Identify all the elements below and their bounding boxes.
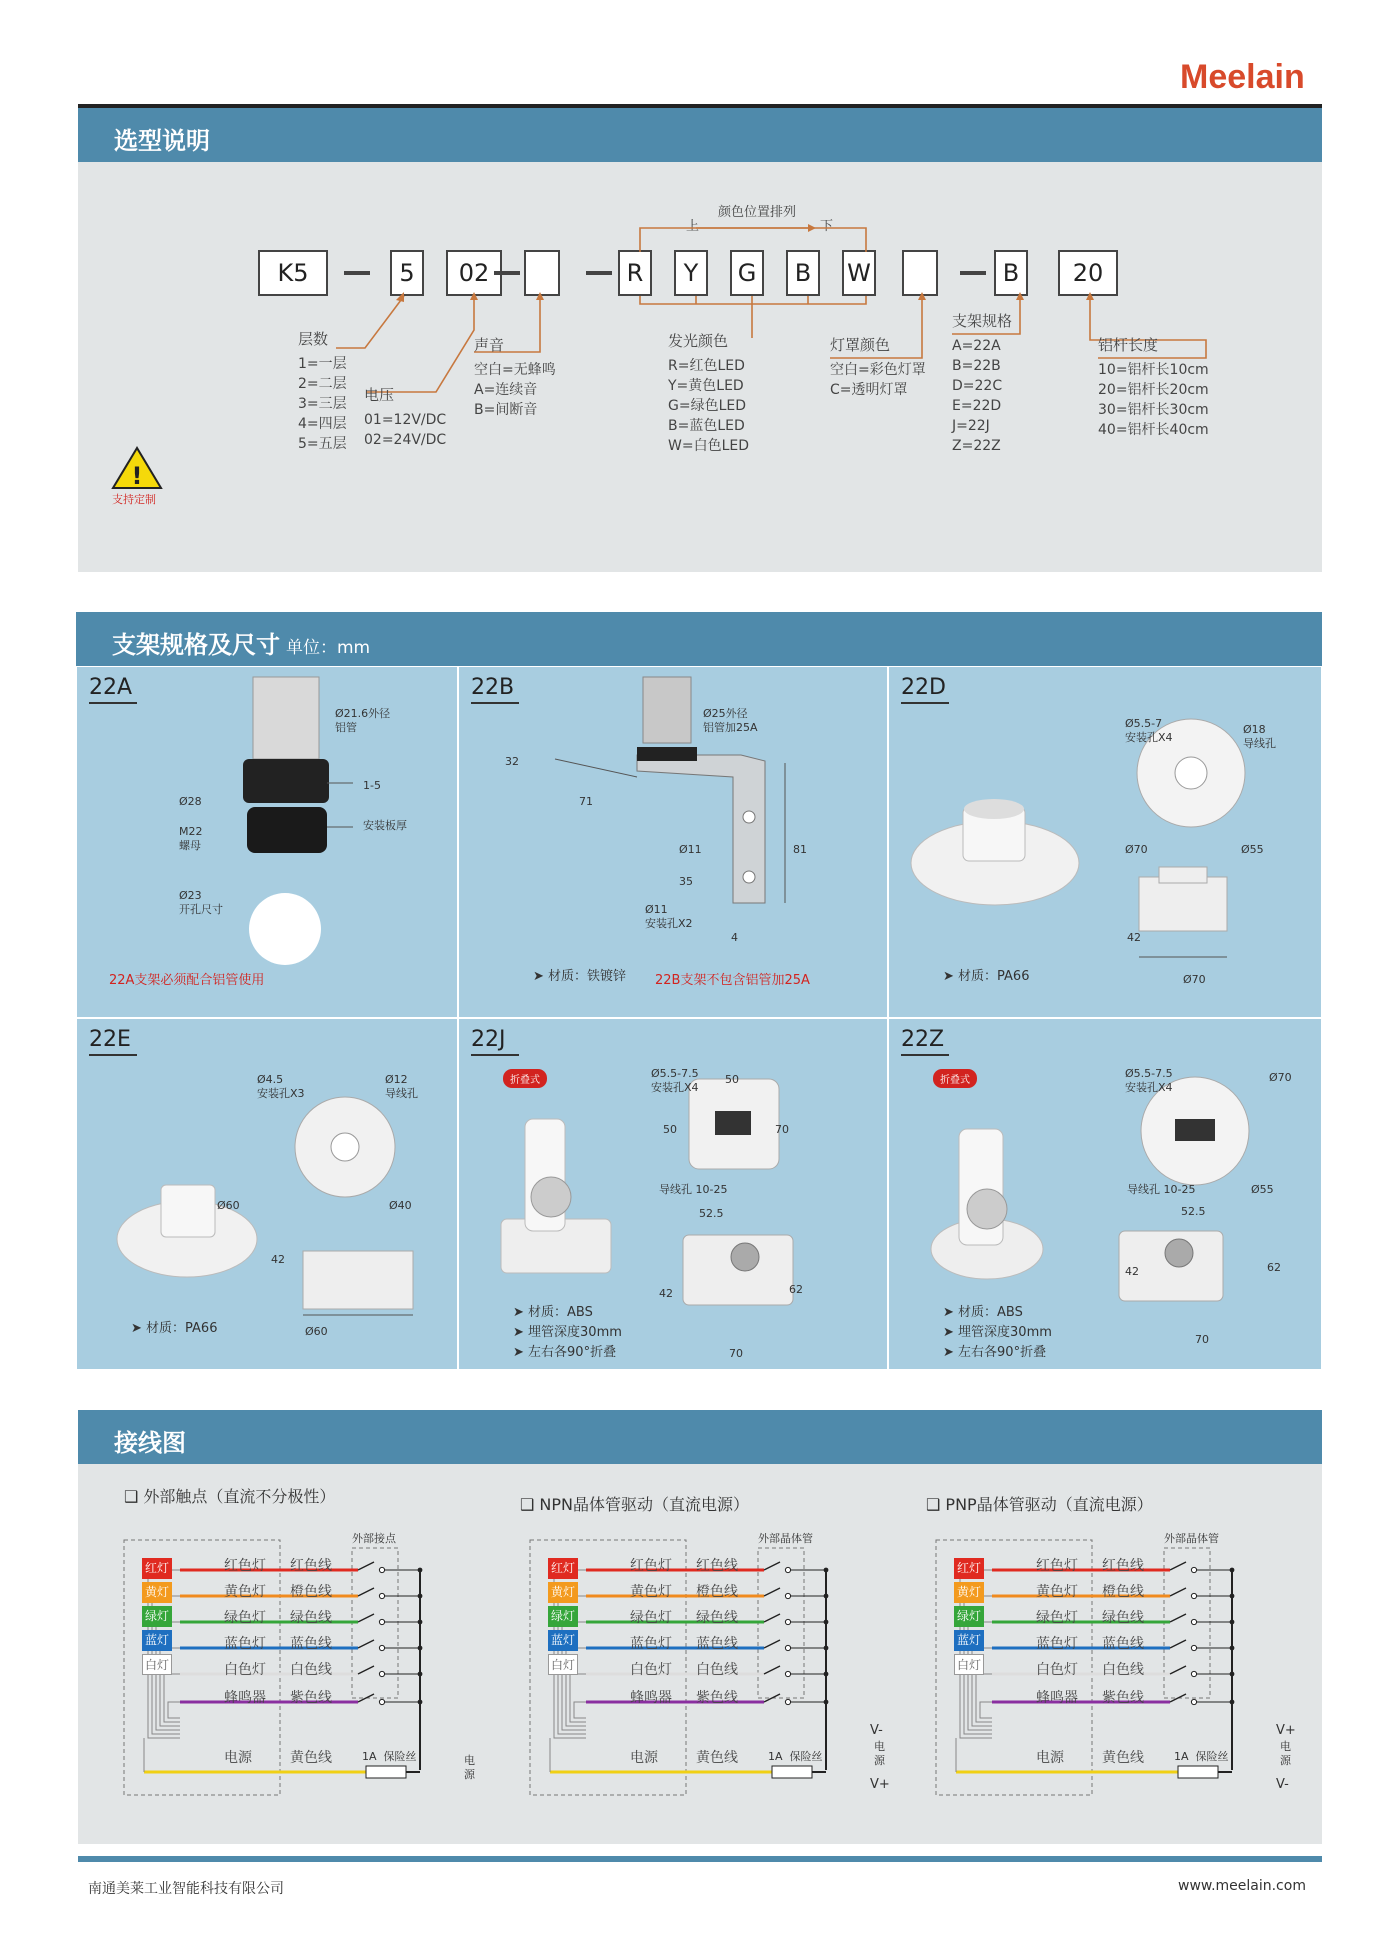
dimension-label: 1-5 [363, 779, 381, 792]
dimension-label: Ø23 开孔尺寸 [179, 889, 223, 916]
bracket-panel-22a [76, 666, 458, 1018]
wiring-diagram [520, 1480, 916, 1810]
model-code-box: 5 [390, 250, 424, 296]
power-wire-label: 黄色线 [696, 1750, 738, 1766]
lamp-2: 绿灯 [548, 1606, 578, 1627]
pole-length-list: 10=铝杆长10cm 20=铝杆长20cm 30=铝杆长30cm 40=铝杆长40cm [1098, 362, 1209, 438]
dimension-label: Ø5.5-7.5 安装孔X4 [1125, 1067, 1173, 1094]
dimension-label: Ø70 [1269, 1071, 1292, 1084]
dimension-label: 70 [1195, 1333, 1209, 1346]
dimension-label: 42 [1127, 931, 1141, 944]
light-color-title: 发光颜色 [668, 332, 729, 350]
wire-color-name: 红色线 [1102, 1558, 1144, 1574]
footer-company: 南通美莱工业智能科技有限公司 [88, 1881, 284, 1897]
dimension-label: 52.5 [699, 1207, 724, 1220]
supply-bottom: V- [1276, 1777, 1289, 1792]
model-code-box: R [618, 250, 652, 296]
dimension-label: 70 [775, 1123, 789, 1136]
voltage-list: 01=12V/DC 02=24V/DC [364, 412, 447, 448]
bracket-code: 22A [89, 675, 133, 700]
wiring-title: 接线图 [114, 1429, 186, 1457]
wire-color-name: 橙色线 [1102, 1584, 1144, 1600]
model-code-box: K5 [258, 250, 328, 296]
power-side-label: 电 源 [464, 1754, 475, 1781]
model-code-box: B [994, 250, 1028, 296]
dimension-label: 50 [663, 1123, 677, 1136]
signal-name: 蜂鸣器 [224, 1690, 266, 1706]
wire-color-name: 绿色线 [1102, 1610, 1144, 1626]
wiring-title: ❑ PNP晶体管驱动（直流电源） [926, 1495, 1153, 1514]
brackets-header [76, 612, 1322, 666]
wiring-diagram [926, 1480, 1322, 1810]
dimension-label: 62 [789, 1283, 803, 1296]
brackets-unit: 单位：mm [286, 638, 371, 658]
signal-name: 红色灯 [1036, 1558, 1078, 1574]
power-side-label: 电 源 [1280, 1740, 1291, 1767]
bracket-panel-22e [76, 1018, 458, 1370]
model-code-box: Y [674, 250, 708, 296]
lamp-4: 白灯 [548, 1654, 578, 1675]
power-wire-label: 黄色线 [290, 1750, 332, 1766]
lamp-0: 红灯 [954, 1558, 984, 1579]
lamp-0: 红灯 [142, 1558, 172, 1579]
sound-title: 声音 [474, 336, 505, 354]
wire-color-name: 绿色线 [696, 1610, 738, 1626]
footer-website[interactable]: www.meelain.com [1178, 1878, 1306, 1894]
signal-name: 白色灯 [1036, 1662, 1078, 1678]
dimension-label: Ø60 [217, 1199, 240, 1212]
pole-length-title: 铝杆长度 [1098, 336, 1159, 354]
bracket-code: 22Z [901, 1027, 945, 1052]
cover-color-list: 空白=彩色灯罩 C=透明灯罩 [830, 362, 926, 398]
dimension-label: 导线孔 10-25 [659, 1183, 728, 1196]
power-label: 电源 [1036, 1750, 1064, 1766]
wire-color-name: 橙色线 [290, 1584, 332, 1600]
signal-name: 红色灯 [224, 1558, 266, 1574]
voltage-title: 电压 [364, 386, 395, 404]
signal-name: 蓝色灯 [1036, 1636, 1078, 1652]
switch-label: 外部晶体管 [1164, 1532, 1219, 1545]
wiring-diagram [120, 1480, 510, 1810]
layers-list: 1=一层 2=二层 3=三层 4=四层 5=五层 [298, 356, 347, 452]
model-code-box: 20 [1058, 250, 1118, 296]
wiring-title: ❑ NPN晶体管驱动（直流电源） [520, 1495, 750, 1514]
model-code-box: 02 [446, 250, 502, 296]
wire-color-name: 紫色线 [1102, 1690, 1144, 1706]
bracket-warning: 22A支架必须配合铝管使用 [109, 973, 265, 988]
svg-text:!: ! [131, 462, 143, 490]
bracket-spec-list: A=22A B=22B D=22C E=22D J=22J Z=22Z [952, 338, 1003, 454]
dimension-label: 4 [731, 931, 738, 944]
bracket-code: 22J [471, 1027, 506, 1052]
lamp-2: 绿灯 [954, 1606, 984, 1627]
brand-logo: Meelain [1180, 58, 1305, 96]
lamp-4: 白灯 [954, 1654, 984, 1675]
color-order-label: 颜色位置排列 [718, 205, 797, 220]
supply-top: V+ [1276, 1723, 1296, 1738]
fuse-label: 1A 保险丝 [362, 1750, 417, 1763]
wire-color-name: 蓝色线 [1102, 1636, 1144, 1652]
dimension-label: 81 [793, 843, 807, 856]
color-order-top: 上 [686, 219, 700, 234]
signal-name: 蓝色灯 [630, 1636, 672, 1652]
dimension-label: Ø28 [179, 795, 202, 808]
bracket-panel-22b [458, 666, 888, 1018]
bracket-code: 22E [89, 1027, 131, 1052]
signal-name: 蓝色灯 [224, 1636, 266, 1652]
sound-list: 空白=无蜂鸣 A=连续音 B=间断音 [474, 362, 556, 418]
bracket-code: 22B [471, 675, 515, 700]
dimension-label: 42 [659, 1287, 673, 1300]
supply-top: V- [870, 1723, 883, 1738]
signal-name: 绿色灯 [224, 1610, 266, 1626]
material-note: ➤ 材质：ABS ➤ 埋管深度30mm ➤ 左右各90°折叠 [943, 1305, 1052, 1360]
cover-color-title: 灯罩颜色 [830, 336, 891, 354]
dimension-label: Ø70 [1183, 973, 1206, 986]
dimension-label: 50 [725, 1073, 739, 1086]
dimension-label: 42 [1125, 1265, 1139, 1278]
material-note: ➤ 材质：铁镀锌 [533, 969, 627, 984]
dimension-label: Ø25外径 铝管加25A [703, 707, 758, 734]
lamp-1: 黄灯 [142, 1582, 172, 1603]
power-label: 电源 [224, 1750, 252, 1766]
wire-color-name: 白色线 [290, 1662, 332, 1678]
lamp-3: 蓝灯 [954, 1630, 984, 1651]
bracket-drawing [77, 667, 459, 1019]
dimension-label: 71 [579, 795, 593, 808]
switch-label: 外部晶体管 [758, 1532, 813, 1545]
wire-color-name: 蓝色线 [696, 1636, 738, 1652]
wiring-title: ❑ 外部触点（直流不分极性） [124, 1487, 336, 1506]
dimension-label: Ø11 安装孔X2 [645, 903, 693, 930]
foldable-badge: 折叠式 [933, 1069, 977, 1088]
selection-title: 选型说明 [114, 127, 210, 155]
dimension-label: Ø40 [389, 1199, 412, 1212]
dimension-label: Ø11 [679, 843, 702, 856]
dimension-label: 安装板厚 [363, 819, 407, 832]
lamp-2: 绿灯 [142, 1606, 172, 1627]
bracket-drawing [459, 667, 889, 1019]
wire-color-name: 红色线 [696, 1558, 738, 1574]
wire-color-name: 橙色线 [696, 1584, 738, 1600]
bracket-panel-22j [458, 1018, 888, 1370]
dimension-label: Ø5.5-7.5 安装孔X4 [651, 1067, 699, 1094]
dimension-label: 62 [1267, 1261, 1281, 1274]
color-order-bottom: 下 [820, 219, 834, 234]
light-color-list: R=红色LED Y=黄色LED G=绿色LED B=蓝色LED W=白色LED [668, 358, 749, 454]
power-label: 电源 [630, 1750, 658, 1766]
lamp-0: 红灯 [548, 1558, 578, 1579]
dimension-label: Ø70 [1125, 843, 1148, 856]
signal-name: 绿色灯 [630, 1610, 672, 1626]
dimension-label: Ø55 [1241, 843, 1264, 856]
dimension-label: M22 螺母 [179, 825, 203, 852]
model-code-box: G [730, 250, 764, 296]
dimension-label: 42 [271, 1253, 285, 1266]
dimension-label: Ø4.5 安装孔X3 [257, 1073, 305, 1100]
bracket-warning: 22B支架不包含铝管加25A [655, 973, 810, 988]
signal-name: 蜂鸣器 [1036, 1690, 1078, 1706]
dimension-label: 35 [679, 875, 693, 888]
material-note: ➤ 材质：PA66 [943, 969, 1030, 984]
dimension-label: Ø12 导线孔 [385, 1073, 418, 1100]
wire-color-name: 绿色线 [290, 1610, 332, 1626]
brackets-title: 支架规格及尺寸 单位：mm [112, 631, 371, 659]
power-wire-label: 黄色线 [1102, 1750, 1144, 1766]
lamp-3: 蓝灯 [548, 1630, 578, 1651]
dimension-label: Ø55 [1251, 1183, 1274, 1196]
dimension-label: Ø18 导线孔 [1243, 723, 1276, 750]
wire-color-name: 白色线 [1102, 1662, 1144, 1678]
dimension-label: 52.5 [1181, 1205, 1206, 1218]
switch-label: 外部接点 [352, 1532, 396, 1545]
wire-color-name: 紫色线 [290, 1690, 332, 1706]
footer-bar [78, 1856, 1322, 1862]
material-note: ➤ 材质：ABS ➤ 埋管深度30mm ➤ 左右各90°折叠 [513, 1305, 622, 1360]
lamp-4: 白灯 [142, 1654, 172, 1675]
fuse-label: 1A 保险丝 [1174, 1750, 1229, 1763]
dimension-label: 导线孔 10-25 [1127, 1183, 1196, 1196]
signal-name: 绿色灯 [1036, 1610, 1078, 1626]
custom-badge: 支持定制 [112, 493, 156, 506]
model-code-box: W [842, 250, 876, 296]
supply-bottom: V+ [870, 1777, 890, 1792]
bracket-code: 22D [901, 675, 946, 700]
layers-title: 层数 [298, 330, 329, 348]
dimension-label: Ø5.5-7 安装孔X4 [1125, 717, 1173, 744]
signal-name: 蜂鸣器 [630, 1690, 672, 1706]
wire-color-name: 紫色线 [696, 1690, 738, 1706]
bracket-spec-title: 支架规格 [952, 312, 1013, 330]
bracket-panel-22z [888, 1018, 1322, 1370]
signal-name: 黄色灯 [1036, 1584, 1078, 1600]
fuse-label: 1A 保险丝 [768, 1750, 823, 1763]
dimension-label: 32 [505, 755, 519, 768]
material-note: ➤ 材质：PA66 [131, 1321, 218, 1336]
lamp-1: 黄灯 [954, 1582, 984, 1603]
dimension-label: Ø60 [305, 1325, 328, 1338]
signal-name: 白色灯 [224, 1662, 266, 1678]
wiring-header [78, 1410, 1322, 1464]
lamp-3: 蓝灯 [142, 1630, 172, 1651]
signal-name: 白色灯 [630, 1662, 672, 1678]
wire-color-name: 蓝色线 [290, 1636, 332, 1652]
dimension-label: Ø21.6外径 铝管 [335, 707, 391, 734]
signal-name: 红色灯 [630, 1558, 672, 1574]
selection-connectors [0, 0, 1400, 600]
signal-name: 黄色灯 [224, 1584, 266, 1600]
bracket-panel-22d [888, 666, 1322, 1018]
foldable-badge: 折叠式 [503, 1069, 547, 1088]
model-code-box: B [786, 250, 820, 296]
dimension-label: 70 [729, 1347, 743, 1360]
lamp-1: 黄灯 [548, 1582, 578, 1603]
wire-color-name: 白色线 [696, 1662, 738, 1678]
wire-color-name: 红色线 [290, 1558, 332, 1574]
power-side-label: 电 源 [874, 1740, 885, 1767]
signal-name: 黄色灯 [630, 1584, 672, 1600]
